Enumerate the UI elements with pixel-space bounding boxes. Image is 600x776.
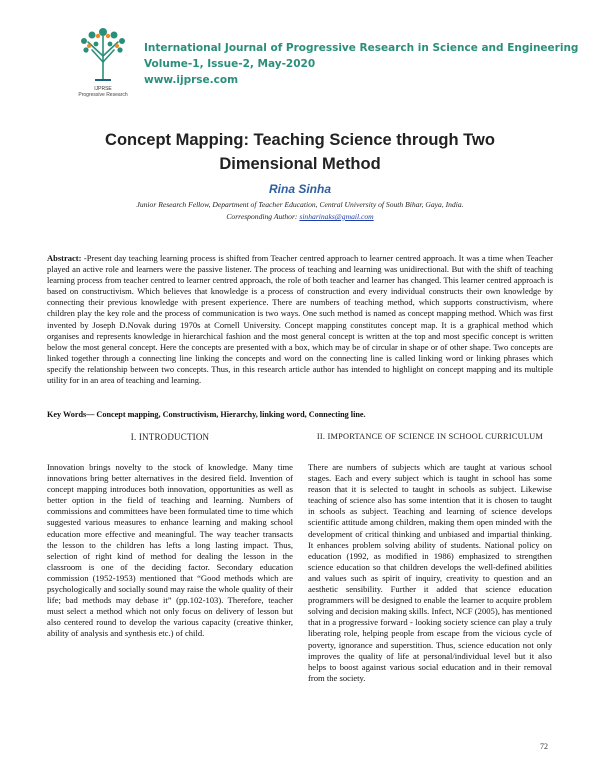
page-number: 72 xyxy=(540,742,548,751)
keywords: Key Words— Concept mapping, Constructivism, Hierarchy, linking word, Connecting line. xyxy=(47,410,366,419)
corresponding-label: Corresponding Author: xyxy=(226,212,300,221)
journal-header xyxy=(68,22,588,102)
journal-name: International Journal of Progressive Research in Science and Engineering xyxy=(144,42,579,54)
corresponding-email-link[interactable]: sinharinaks@gmail.com xyxy=(299,212,374,221)
paper-title-line1: Concept Mapping: Teaching Science through Two xyxy=(105,131,495,149)
journal-logo xyxy=(68,22,138,98)
tree-logo-icon xyxy=(68,22,138,84)
section-heading-science: II. IMPORTANCE OF SCIENCE IN SCHOOL CURRICULUM xyxy=(316,432,544,441)
logo-subtitle: Progressive Research xyxy=(78,92,128,98)
section-heading-introduction: I. INTRODUCTION xyxy=(130,432,210,442)
section-body-introduction: Innovation brings novelty to the stock of knowledge. Many time innovations bring better alternatives in the desired field. Invention of concept mapping introduces both innovation, opportunities as well as better option in the field of teaching and learning. Numbers of commissions and committees have been formulated time to time which suggested various measures to enhance learning and making school education more effective and meaningful. The way teacher transacts the lesson to the children has lefts a long lasting impact. Thus, selection of right kind of method for dealing the lesson in the classroom is one of the deciding factor. Secondary education commission (1952-1953) mentioned that “Good methods which are psychologically and socially sound may raise the whole quality of their life; bad methods may debase it” (pp.102-103). Therefore, teacher must select a method which not only focus on delivery of lesson but also centered round to develop the various capacity (creative thinker, ability of analysis and synthesis etc.) of child. xyxy=(47,462,293,639)
section-introduction xyxy=(47,432,293,640)
section-science-importance xyxy=(308,432,552,684)
author-affiliation xyxy=(60,199,540,223)
section-body-science: There are numbers of subjects which are taught at various school stages. Each and every subject which is taught in school has some reason that it is selected to taught in schools as subject. Likewise teaching of science also has some intention that it is chosen to taught in schools as subject. Teaching and learning of science develops scientific attitude among children, making them open minded with the development of critical thinking and unbiased and impartial thinking. It enhances problem solving ability of students. National policy on education (1992, as modified in 1986) emphasized to strengthen science education so that children develops the well-defined abilities and values such as spirit of inquiry, creativity to question and an aesthetic sensibility. Further it added that science education programmers will be designed to enable the learner to acquire problem solving and decision making skills. Infect, NCF (2005), has mentioned that in a progressive forward - looking society science can play a truly liberating role, helping people from escape from the vicious cycle of poverty, ignorance and superstition. Thus, science education not only improves the quality of life at personal/individual level but it also helps to boost against various social education and in their removal from the society. xyxy=(308,462,552,683)
abstract-label: Abstract: xyxy=(47,253,84,263)
journal-website[interactable]: www.ijprse.com xyxy=(144,74,239,86)
abstract xyxy=(47,253,553,386)
logo-label: IJPRSE xyxy=(94,86,112,92)
author-name: Rina Sinha xyxy=(268,182,331,196)
volume-issue: Volume-1, Issue-2, May-2020 xyxy=(144,58,316,70)
paper-title xyxy=(80,128,520,176)
paper-title-line2: Dimensional Method xyxy=(219,155,381,173)
affiliation-text: Junior Research Fellow, Department of Teacher Education, Central University of South Bihar, Gaya, India. xyxy=(136,200,464,209)
journal-info xyxy=(144,40,578,88)
abstract-text: -Present day teaching learning process is shifted from Teacher centred approach to learner centred approach. It was a time when Teacher played an active role and learners were the passive listener. The process of teaching and learning was unidirectional. But with the shift of teaching learning process from teacher centred to learner centred approach, the role of both teacher and learner has changed. This learner centred approach is based on constructivism. Which believes that knowledge is a process of construction and every individual constructs their own knowledge by connecting their previous knowledge with present experience. There are numbers of teaching method, which supports constructivism, where children play the key role and the process of communication is two ways. One such method is named as concept mapping method. Which was first invented by Joseph D.Novak during 1970s at Cornell University. Concept mapping constitutes concept map. It is a graphical method which organises and represents knowledge in hierarchical fashion and the most general concept is written at the top and most specific concept is written below the most general concept. Here the concepts are presented with a box, which may be of circular in shape or of other shape. Two concepts are linked together through a connecting line linking the concepts and word on the connecting line is called linking word or linking phrases which specify the relationship between two concepts. Thus, in this research article author has intended to highlight on concept mapping and its multiple utility for in an area of teaching and learning. xyxy=(47,253,553,386)
corresponding-author xyxy=(60,211,540,223)
